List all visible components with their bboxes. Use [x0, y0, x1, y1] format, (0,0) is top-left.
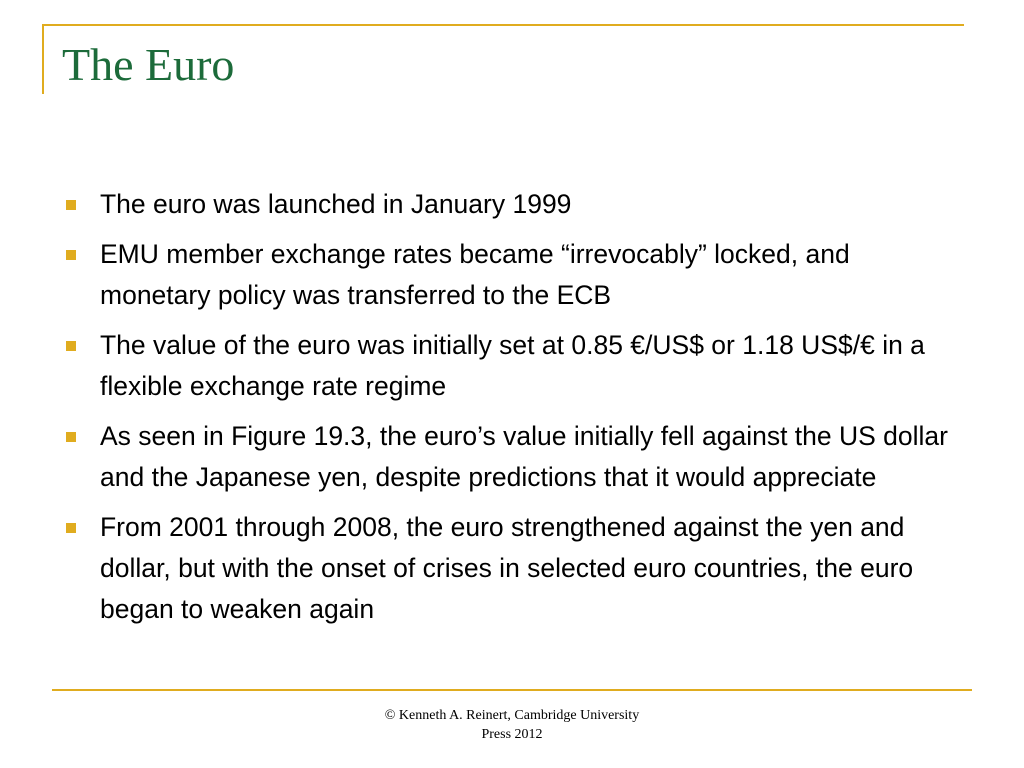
square-bullet-icon — [66, 200, 76, 210]
bullet-text: EMU member exchange rates became “irrevocably” locked, and monetary policy was transferred to the ECB — [100, 239, 850, 310]
bullet-text: From 2001 through 2008, the euro strengthened against the yen and dollar, but with the onset of crises in selected euro countries, the euro began to weaken again — [100, 512, 914, 624]
slide-title: The Euro — [62, 39, 235, 90]
square-bullet-icon — [66, 341, 76, 351]
bullet-item — [62, 325, 962, 407]
bullet-list — [62, 184, 962, 639]
bullet-text: The euro was launched in January 1999 — [100, 189, 572, 219]
footer-line-1: © Kenneth A. Reinert, Cambridge University — [384, 708, 640, 723]
top-rule — [42, 24, 964, 26]
footer-copyright — [312, 706, 712, 744]
bullet-item — [62, 234, 962, 316]
bullet-text: The value of the euro was initially set at 0.85 €/US$ or 1.18 US$/€ in a flexible exchange rate regime — [100, 330, 925, 401]
square-bullet-icon — [66, 523, 76, 533]
bottom-rule — [52, 689, 972, 691]
square-bullet-icon — [66, 250, 76, 260]
square-bullet-icon — [66, 432, 76, 442]
bullet-item — [62, 507, 962, 630]
left-rule — [42, 24, 44, 94]
bullet-text: As seen in Figure 19.3, the euro’s value initially fell against the US dollar and the Japanese yen, despite predictions that it would appreciate — [100, 421, 948, 492]
footer-line-2: Press 2012 — [481, 727, 543, 742]
bullet-item — [62, 184, 962, 225]
bullet-item — [62, 416, 962, 498]
